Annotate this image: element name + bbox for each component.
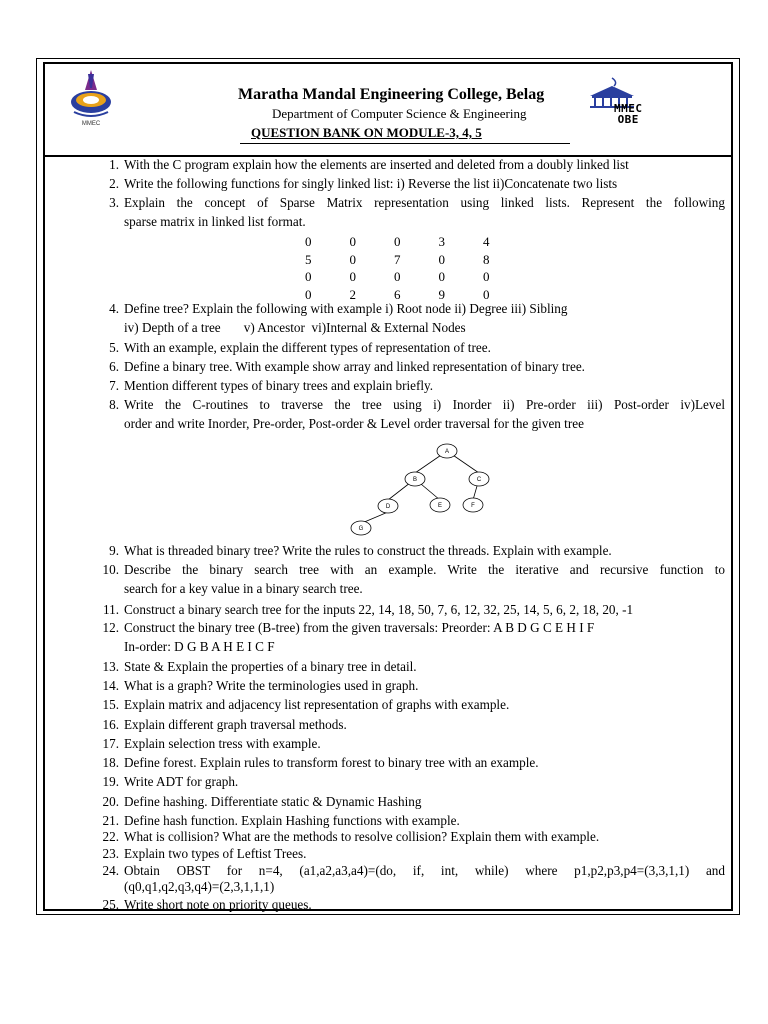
tree-node-label: F xyxy=(471,503,475,509)
question-item xyxy=(90,695,725,714)
matrix-cell: 6 xyxy=(394,286,401,302)
question-text-continued: search for a key value in a binary search tree. xyxy=(124,581,363,596)
question-number: 20. xyxy=(102,794,119,809)
question-number: 16. xyxy=(102,717,119,732)
question-text: What is a graph? Write the terminologies used in graph. xyxy=(124,678,419,693)
matrix-row xyxy=(305,234,528,252)
question-number: 4. xyxy=(109,301,119,316)
matrix-cell: 0 xyxy=(483,286,490,302)
question-number: 23. xyxy=(102,846,119,861)
question-number: 14. xyxy=(102,678,119,693)
question-text: What is collision? What are the methods to resolve collision? Explain them with example. xyxy=(124,829,600,844)
question-number: 3. xyxy=(109,195,119,210)
matrix-cell: 0 xyxy=(483,269,490,284)
matrix-cell: 2 xyxy=(349,286,356,302)
question-number: 8. xyxy=(109,397,119,412)
question-item xyxy=(90,772,725,791)
question-item xyxy=(90,676,725,695)
question-text: Explain matrix and adjacency list representation of graphs with example. xyxy=(124,697,510,712)
question-number: 2. xyxy=(109,176,119,191)
question-text: Explain selection tress with example. xyxy=(124,736,321,751)
question-item xyxy=(90,753,725,772)
header-divider xyxy=(240,143,570,144)
question-number: 24. xyxy=(102,863,119,878)
question-number: 9. xyxy=(109,543,119,558)
question-text-continued: In-order: D G B A H E I C F xyxy=(124,639,275,654)
question-item xyxy=(90,600,725,619)
logo-right-text xyxy=(614,103,643,125)
question-item xyxy=(90,897,725,913)
question-text: Define forest. Explain rules to transform forest to binary tree with an example. xyxy=(124,755,539,770)
question-number: 22. xyxy=(102,829,119,844)
question-text: Define hash function. Explain Hashing functions with example. xyxy=(124,813,460,828)
question-text: Explain two types of Leftist Trees. xyxy=(124,846,307,861)
matrix-cell: 0 xyxy=(394,269,401,284)
question-item xyxy=(90,829,725,845)
question-number: 19. xyxy=(102,774,119,789)
question-item xyxy=(90,155,725,174)
question-item xyxy=(90,174,725,193)
matrix-cell: 4 xyxy=(483,234,490,249)
logo-left-label: MMEC xyxy=(81,121,101,127)
question-text-continued: (q0,q1,q2,q3,q4)=(2,3,1,1,1) xyxy=(124,879,275,894)
matrix-cell: 0 xyxy=(349,269,356,284)
question-item xyxy=(90,846,725,862)
question-number: 6. xyxy=(109,359,119,374)
matrix-cell: 0 xyxy=(305,234,312,249)
question-item xyxy=(90,734,725,753)
question-number: 21. xyxy=(102,813,119,828)
matrix-cell: 0 xyxy=(394,234,401,249)
question-text: Mention different types of binary trees and explain briefly. xyxy=(124,378,434,393)
college-emblem-icon xyxy=(66,68,116,128)
question-text: Write short note on priority queues. xyxy=(124,897,312,912)
question-item xyxy=(90,193,725,231)
question-bank-title: QUESTION BANK ON MODULE-3, 4, 5 xyxy=(251,125,482,140)
tree-edge xyxy=(362,512,388,523)
question-item xyxy=(90,338,725,357)
question-text: Construct the binary tree (B-tree) from the given traversals: Preorder: A B D G C E H I F xyxy=(124,620,595,635)
question-number: 15. xyxy=(102,697,119,712)
tree-node-label: E xyxy=(437,503,443,509)
binary-tree-diagram xyxy=(340,435,510,545)
question-number: 5. xyxy=(109,340,119,355)
question-item xyxy=(90,541,725,560)
question-item xyxy=(90,792,725,811)
question-text-continued: iv) Depth of a tree v) Ancestor vi)Internal & External Nodes xyxy=(124,320,466,335)
matrix-cell: 0 xyxy=(438,269,445,284)
question-text-continued: order and write Inorder, Pre-order, Post-order & Level order traversal for the given tree xyxy=(124,416,584,431)
question-number: 12. xyxy=(102,620,119,635)
tree-node-label: B xyxy=(412,477,418,483)
logo-right-line2: OBE xyxy=(617,113,639,126)
matrix-cell: 0 xyxy=(349,234,356,249)
question-text-continued: sparse matrix in linked list format. xyxy=(124,214,306,229)
question-text: Define hashing. Differentiate static & Dynamic Hashing xyxy=(124,794,422,809)
logo-right-line1: MMEC xyxy=(614,102,643,115)
question-text: Describe the binary search tree with an example. Write the iterative and recursive function to xyxy=(124,562,725,577)
matrix-cell: 0 xyxy=(305,269,312,284)
matrix-cell: 0 xyxy=(438,251,445,267)
question-item xyxy=(90,357,725,376)
question-text: With an example, explain the different types of representation of tree. xyxy=(124,340,491,355)
question-item xyxy=(90,560,725,598)
sparse-matrix xyxy=(305,234,528,304)
question-number: 1. xyxy=(109,157,119,172)
question-number: 18. xyxy=(102,755,119,770)
question-number: 10. xyxy=(102,562,119,577)
matrix-row xyxy=(305,269,528,287)
matrix-cell: 7 xyxy=(394,251,401,267)
question-text: Explain the concept of Sparse Matrix representation using linked lists. Represent the following xyxy=(124,195,725,210)
question-text: Define a binary tree. With example show array and linked representation of binary tree. xyxy=(124,359,585,374)
question-item xyxy=(90,813,725,829)
question-item xyxy=(90,657,725,676)
question-text: Obtain OBST for n=4, (a1,a2,a3,a4)=(do, if, int, while) where p1,p2,p3,p4=(3,3,1,1) and xyxy=(124,863,725,878)
college-name: Maratha Mandal Engineering College, Belag xyxy=(238,86,545,103)
tree-node-label: D xyxy=(385,504,391,510)
question-text: Write the following functions for singly linked list: i) Reverse the list ii)Concatenate two lists xyxy=(124,176,618,191)
question-number: 11. xyxy=(103,602,119,617)
question-text: Write ADT for graph. xyxy=(124,774,239,789)
question-number: 7. xyxy=(109,378,119,393)
question-text: Define tree? Explain the following with example i) Root node ii) Degree iii) Sibling xyxy=(124,301,568,316)
question-item xyxy=(90,618,725,656)
tree-node-label: A xyxy=(444,449,450,455)
question-number: 13. xyxy=(102,659,119,674)
question-text: Construct a binary search tree for the inputs 22, 14, 18, 50, 7, 6, 12, 32, 25, 14, 5, 6, 2, 18, 20, -1 xyxy=(124,602,634,617)
matrix-cell: 3 xyxy=(438,234,445,249)
matrix-cell: 0 xyxy=(349,251,356,267)
question-text: Explain different graph traversal methods. xyxy=(124,717,347,732)
question-text: With the C program explain how the elements are inserted and deleted from a doubly linked list xyxy=(124,157,629,172)
tree-node-label: G xyxy=(358,526,364,532)
question-item xyxy=(90,299,725,337)
question-text: State & Explain the properties of a binary tree in detail. xyxy=(124,659,417,674)
tree-node-label: C xyxy=(476,477,482,483)
matrix-cell: 8 xyxy=(483,251,490,267)
question-item xyxy=(90,376,725,395)
question-item xyxy=(90,395,725,433)
question-text: What is threaded binary tree? Write the rules to construct the threads. Explain with example. xyxy=(124,543,612,558)
question-item xyxy=(90,863,725,895)
matrix-cell: 0 xyxy=(305,286,312,302)
department-name: Department of Computer Science & Engineering xyxy=(272,106,527,121)
matrix-cell: 9 xyxy=(438,286,445,302)
question-item xyxy=(90,715,725,734)
question-number: 17. xyxy=(102,736,119,751)
matrix-row xyxy=(305,252,528,270)
question-text: Write the C-routines to traverse the tree using i) Inorder ii) Pre-order iii) Post-order iv)Level xyxy=(124,397,725,412)
matrix-cell: 5 xyxy=(305,251,312,267)
question-number: 25. xyxy=(102,897,119,912)
